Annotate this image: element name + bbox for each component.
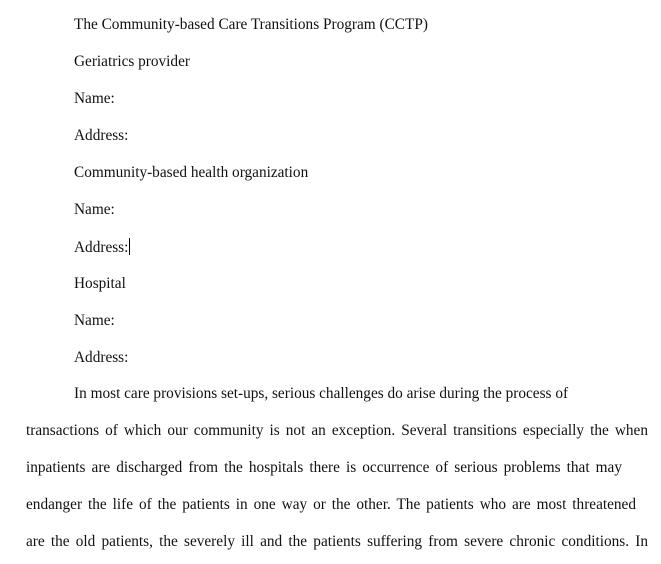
community-name-field: Name: <box>74 201 115 218</box>
section-heading-community-org: Community-based health organization <box>74 164 309 181</box>
section-heading-hospital: Hospital <box>74 275 126 292</box>
document-title: The Community-based Care Transitions Program (CCTP) <box>74 16 428 33</box>
hospital-address-field: Address: <box>74 349 129 366</box>
community-address-field <box>74 238 130 257</box>
text-cursor <box>129 238 130 255</box>
paragraph-line: inpatients are discharged from the hospitals there is occurrence of serious problems that may <box>26 459 622 476</box>
section-heading-geriatrics-provider: Geriatrics provider <box>74 53 190 70</box>
paragraph-line: are the old patients, the severely ill and the patients suffering from severe chronic conditions. In <box>26 533 648 550</box>
paragraph-line: In most care provisions set-ups, serious challenges do arise during the process of <box>74 385 569 402</box>
hospital-name-field: Name: <box>74 312 115 329</box>
geriatrics-name-field: Name: <box>74 90 115 107</box>
paragraph-line: endanger the life of the patients in one way or the other. The patients who are most threatened <box>26 496 636 513</box>
paragraph-line: transactions of which our community is not an exception. Several transitions especially the when <box>26 422 648 439</box>
community-address-label: Address: <box>74 239 129 256</box>
geriatrics-address-field: Address: <box>74 127 129 144</box>
